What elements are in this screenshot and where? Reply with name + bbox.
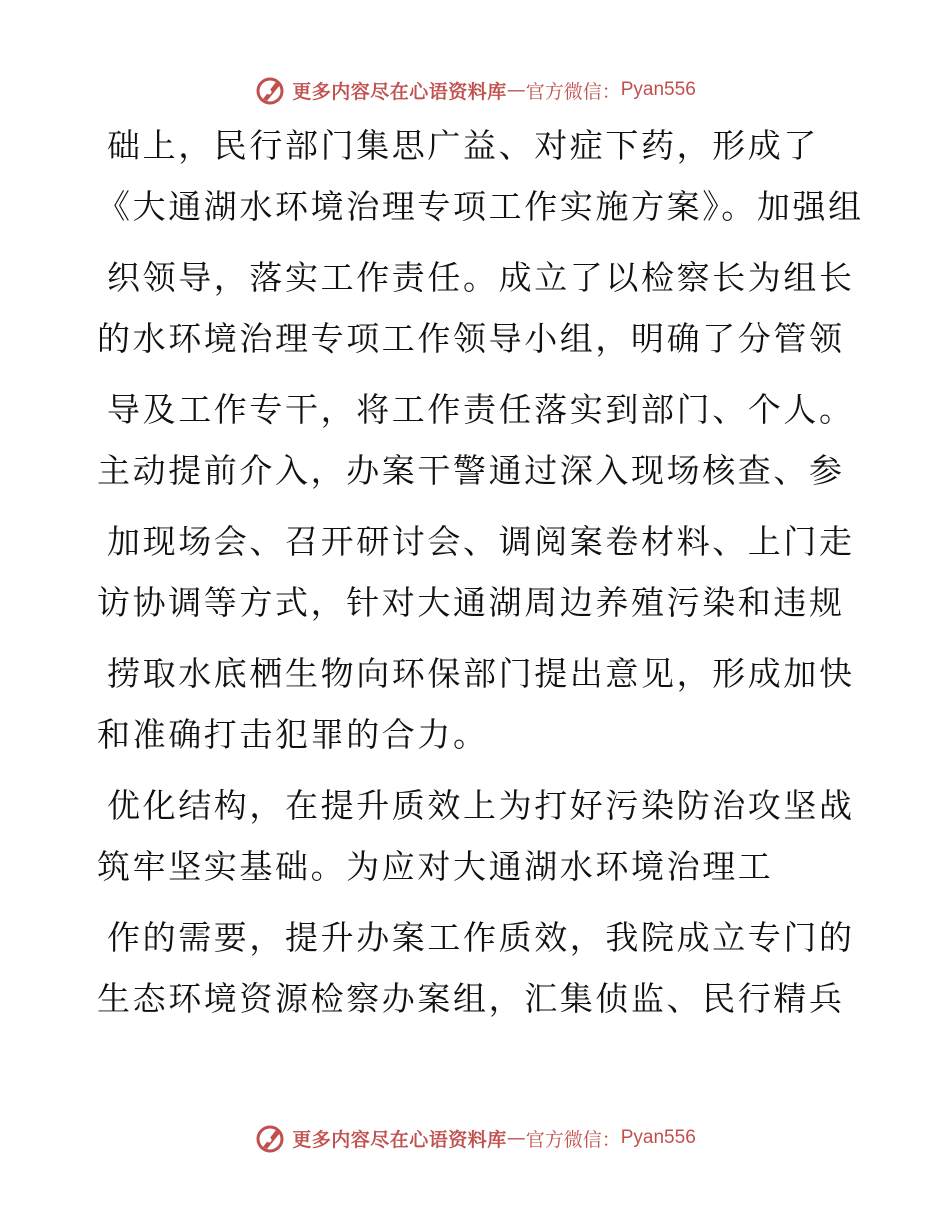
watermark-wechat-label: 官方微信： [525,80,621,103]
text-line: 《大通湖水环境治理专项工作实施方案》。加强组 [97,187,864,226]
text-line: 础上，民行部门集思广益、对症下药，形成了 [107,126,819,165]
text-line: 筑牢坚实基础。为应对大通湖水环境治理工 [97,847,774,886]
pen-circle-logo-icon [254,1122,286,1154]
text-line: 和准确打击犯罪的合力。 [97,715,489,754]
text-line: 优化结构，在提升质效上为打好污染防治攻坚战 [107,786,855,825]
watermark-wechat-id: Pyan556 [620,79,696,100]
watermark-brand: 更多内容尽在心语资料库 [292,1128,507,1151]
text-line: 作的需要，提升办案工作质效，我院成立专门的 [107,918,855,957]
footer-watermark [0,1118,950,1158]
watermark-wechat-label: 官方微信： [525,1128,621,1151]
text-line: 生态环境资源检察办案组，汇集侦监、民行精兵 [97,979,845,1018]
watermark-brand: 更多内容尽在心语资料库 [292,80,507,103]
watermark-separator: — [506,79,526,101]
watermark-wechat-id: Pyan556 [620,1127,696,1148]
text-line: 捞取水底栖生物向环保部门提出意见，形成加快 [107,654,855,693]
text-line: 织领导，落实工作责任。成立了以检察长为组长 [107,258,855,297]
text-line: 访协调等方式，针对大通湖周边养殖污染和违规 [97,583,845,622]
watermark-separator: — [506,1127,526,1149]
text-line: 的水环境治理专项工作领导小组，明确了分管领 [97,319,845,358]
text-line: 主动提前介入，办案干警通过深入现场核查、参 [97,451,845,490]
text-line: 加现场会、召开研讨会、调阅案卷材料、上门走 [107,522,855,561]
text-line: 导及工作专干，将工作责任落实到部门、个人。 [107,390,855,429]
